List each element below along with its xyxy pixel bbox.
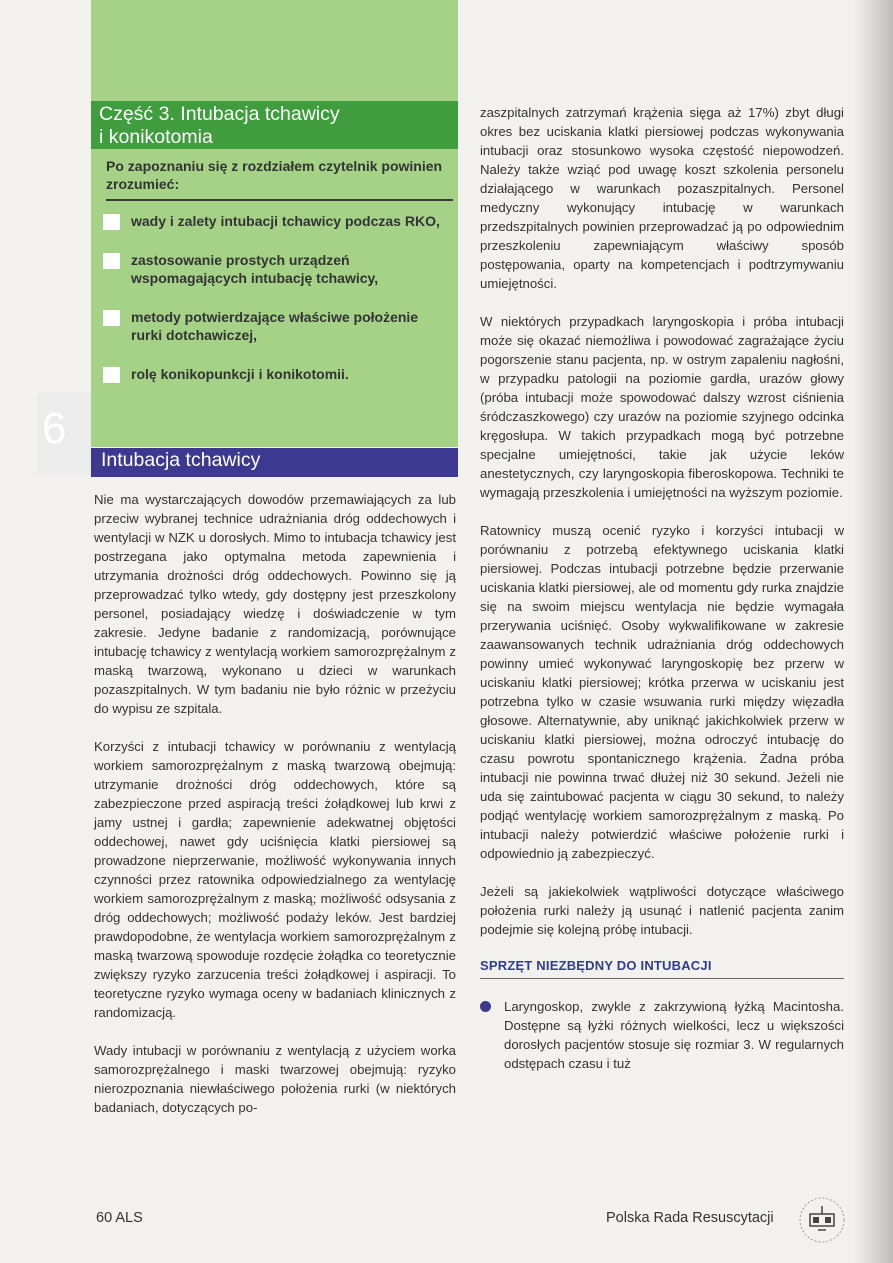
paragraph: Jeżeli są jakiekolwiek wątpliwości dotyczące właściwego położenia rurki należy ją usunąć i natlenić pacjenta zanim podejmie się kolejną próbę intubacji. bbox=[480, 884, 844, 937]
part-title-line-2: i konikotomia bbox=[99, 126, 213, 148]
objective-item bbox=[103, 365, 453, 383]
equipment-heading: SPRZĘT NIEZBĘDNY DO INTUBACJI bbox=[480, 956, 844, 979]
section-heading-text: Intubacja tchawicy bbox=[101, 449, 261, 471]
objective-text: zastosowanie prostych urządzeń wspomagających intubację tchawicy, bbox=[131, 252, 379, 286]
objectives-divider bbox=[106, 199, 453, 201]
objectives-intro: Po zapoznaniu się z rozdziałem czytelnik powinien zrozumieć: bbox=[106, 158, 443, 192]
objective-text: metody potwierdzające właściwe położenie rurki dotchawiczej, bbox=[131, 309, 419, 343]
chapter-number: 6 bbox=[42, 404, 67, 453]
page-edge-shadow bbox=[853, 0, 893, 1263]
objective-item bbox=[103, 308, 453, 344]
publisher-name: Polska Rada Resuscytacji bbox=[606, 1210, 774, 1226]
objectives-list bbox=[103, 212, 453, 404]
paragraph: Wady intubacji w porównaniu z wentylacją z użyciem worka samorozprężalnego i maski twarzowej obejmują: ryzyko nierozpoznania niewłaściwego położenia rurki (w niektórych badaniach, dotyczących po- bbox=[94, 1043, 456, 1115]
right-column bbox=[480, 103, 844, 1073]
square-bullet-icon bbox=[103, 310, 120, 326]
part-title-line-1: Część 3. Intubacja tchawicy bbox=[99, 103, 340, 125]
objective-text: wady i zalety intubacji tchawicy podczas RKO, bbox=[131, 213, 440, 229]
paragraph: W niektórych przypadkach laryngoskopia i próba intubacji może się okazać niemożliwa i powodować zagrażające życiu pogorszenie stanu pacjenta, np. w ostrym zapaleniu nagłośni, w przypadku patologii na poziomie gardła, urazów głowy (próba intubacji może spowodować dalszy wzrost ciśnienia śródczaszkowego) czy urazów na poziomie szyjnego odcinka kręgosłupa. W takich przypadkach mogą być potrzebne specjalne umiejętności, takie jak użycie leków anestetycznych, czy laryngoskopia fiberoskopowa. Techniki te wymagają przeszkolenia i umiejętności na wyższym poziomie. bbox=[480, 314, 844, 500]
equipment-list-item bbox=[480, 997, 844, 1073]
paragraph: Nie ma wystarczających dowodów przemawiających za lub przeciw wybranej technice udrażniania dróg oddechowych i wentylacji w NZK u dorosłych. Mimo to intubacja tchawicy jest postrzegana jako optymalna metoda zapewnienia i utrzymania drożności dróg oddechowych. Powinno się ją przeprowadzać tylko wtedy, gdy dostępny jest przeszkolony personel, posiadający wiedzę i doświadczenie w tym zakresie. Jedyne badanie z randomizacją, porównujące intubację tchawicy z wentylacją workiem samorozprężalnym z maską twarzową, wykonano u dzieci w warunkach pozaszpitalnych. W tym badaniu nie było różnic w przeżyciu do wypisu ze szpitala. bbox=[94, 492, 456, 716]
objective-text: rolę konikopunkcji i konikotomii. bbox=[131, 366, 349, 382]
publisher-logo-icon bbox=[798, 1196, 846, 1244]
objective-item bbox=[103, 251, 453, 287]
objective-item bbox=[103, 212, 453, 230]
equipment-item-text: Laryngoskop, zwykle z zakrzywioną łyżką Macintosha. Dostępne są łyżki różnych wielkości, lecz u większości dorosłych pacjentów stosuje się rozmiar 3. W regularnych odstępach czasu i tuż bbox=[504, 999, 844, 1071]
paragraph: Korzyści z intubacji tchawicy w porównaniu z wentylacją workiem samorozprężalnym z maską twarzową obejmują: utrzymanie drożności dróg oddechowych, które są zabezpieczone przed aspiracją treści żołądkowej lub krwi z jamy ustnej i gardła; zapewnienie adekwatnej objętości oddechowej, nawet gdy uciśnięcia klatki piersiowej są prowadzone nieprzerwanie, możliwość wykonywania innych czynności przez ratownika odpowiedzialnego za wentylację workiem samorozprężalnym z maską; możliwość odsysania z dróg oddechowych; możliwość podaży leków. Jest bardziej prawdopodobne, że wentylacja workiem samorozprężalnym z maską twarzową spowoduje rozdęcie żołądka co teoretycznie zwiększy ryzyko zarzucenia treści żołądkowej i aspiracji. To teoretyczne ryzyko wymaga oceny w badaniach klinicznych z randomizacją. bbox=[94, 739, 456, 1020]
section-heading bbox=[91, 448, 458, 474]
paragraph: zaszpitalnych zatrzymań krążenia sięga aż 17%) zbyt długi okres bez uciskania klatki piersiowej podczas wykonywania intubacji oraz stosunkowo wysoka częstość niepowodzeń. Należy także wziąć pod uwagę koszt szkolenia personelu działającego w warunkach pozaszpitalnych. Personel medyczny wykonujący intubację w warunkach przedszpitalnych powinien przeprowadzać ją po odpowiednim przeszkoleniu zapewniającym właściwy sposób postępowania, oparty na kompetencjach i podtrzymywaniu umiejętności. bbox=[480, 105, 844, 291]
round-bullet-icon bbox=[480, 1001, 491, 1012]
page-number: 60 ALS bbox=[96, 1210, 143, 1226]
square-bullet-icon bbox=[103, 214, 120, 230]
square-bullet-icon bbox=[103, 367, 120, 383]
part-title bbox=[91, 101, 458, 149]
square-bullet-icon bbox=[103, 253, 120, 269]
left-column bbox=[94, 490, 456, 1136]
paragraph: Ratownicy muszą ocenić ryzyko i korzyści intubacji w porównaniu z potrzebą efektywnego uciskania klatki piersiowej. Podczas intubacji potrzebne będzie przerwanie uciskania klatki piersiowej, ale od momentu gdy rurka znajdzie się na swoim miejscu wentylacja nie będzie wymagała przerywania uciśnięć. Osoby wykwalifikowane w zakresie zaawansowanych technik udrażniania dróg oddechowych powinny umieć wykonywać laryngoskopię bez przerw w uciskaniu klatki piersiowej; krótka przerwa w uciskaniu jest potrzebna tylko w czasie wsuwania rurki między więzadła głosowe. Alternatywnie, aby uniknąć jakichkolwiek przerw w uciskaniu klatki piersiowej, można odroczyć intubację do czasu powrotu spontanicznego krążenia. Żadna próba intubacji nie powinna trwać dłużej niż 30 sekund. Jeżeli nie uda się zaintubować pacjenta w ciągu 30 sekund, to należy podjąć wentylację workiem samorozprężalnym z maską. Po intubacji należy potwierdzić właściwe położenie rurki i odpowiednio ją zabezpieczyć. bbox=[480, 523, 844, 861]
